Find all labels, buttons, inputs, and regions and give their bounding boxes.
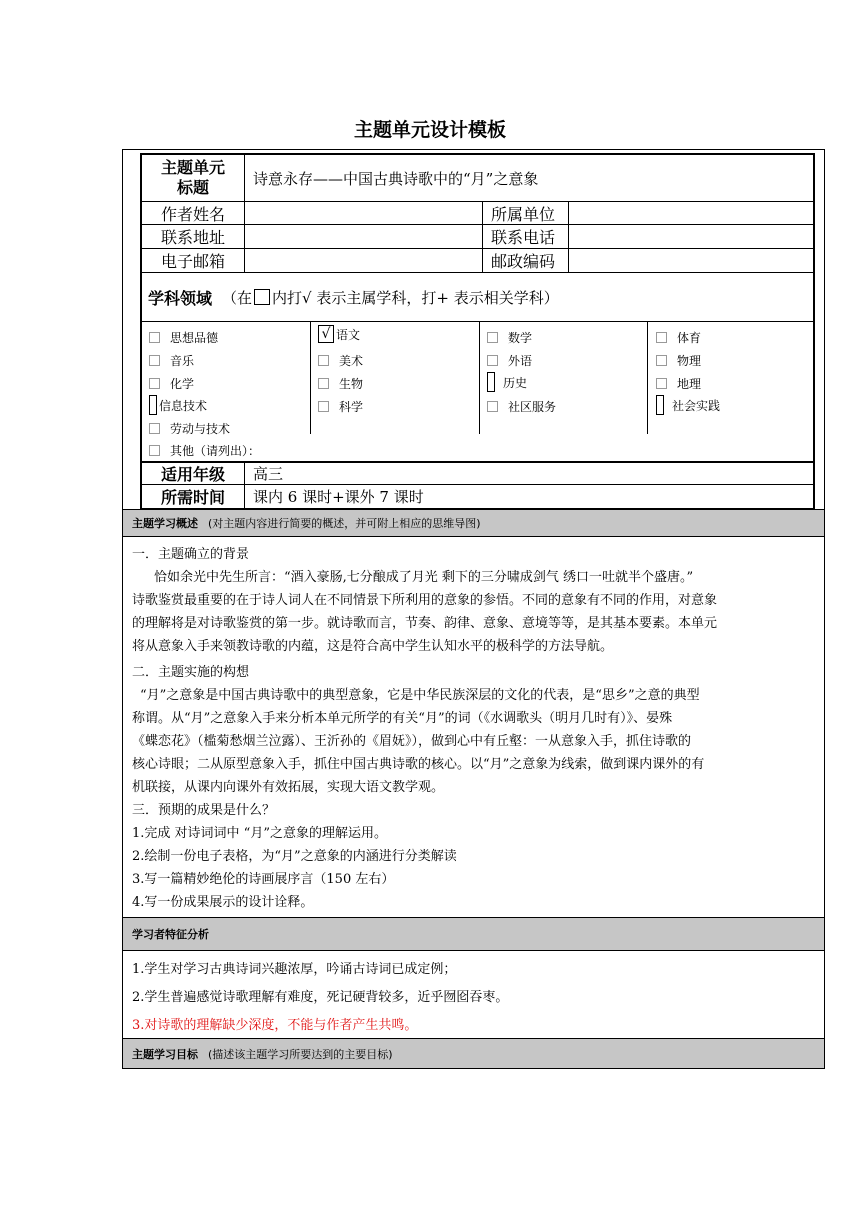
paragraph-line: 核心诗眼；二从原型意象入手，抓住中国古典诗歌的核心。以“月”之意象为线索，做到课内课外的有	[132, 757, 705, 772]
subject-item[interactable]	[318, 325, 360, 343]
theme-title-value: 诗意永存——中国古典诗歌中的“月”之意象	[253, 169, 539, 188]
subject-item[interactable]	[318, 398, 363, 415]
paragraph-line: 称谓。从“月”之意象入手来分析本单元所学的有关“月”的词（《水调歌头（明月几时有）》、晏殊	[132, 711, 673, 726]
overview-section-header	[123, 509, 824, 537]
checkbox-icon	[487, 401, 498, 412]
subject-label: 社区服务	[508, 400, 557, 414]
theme-row	[142, 155, 813, 202]
checkbox-marked-icon	[656, 395, 664, 415]
subject-item[interactable]	[656, 375, 701, 392]
checkbox-icon	[487, 332, 498, 343]
checkbox-marked-icon	[487, 372, 495, 392]
section-heading: 二．主题实施的构想	[132, 665, 250, 680]
phone-field[interactable]	[569, 225, 813, 248]
subject-label: 其他（请列出）：	[170, 444, 261, 458]
subject-note-b: 内打√ 表示主属学科，打+ 表示相关学科）	[272, 288, 559, 307]
goals-title: 主题学习目标	[132, 1047, 198, 1061]
subject-label: 外语	[508, 354, 533, 368]
subject-item[interactable]	[487, 329, 532, 346]
postcode-label: 邮政编码	[483, 249, 569, 272]
checkbox-icon	[656, 378, 667, 389]
subject-checklist	[142, 322, 813, 462]
subject-item[interactable]	[656, 329, 701, 346]
subject-label: 物理	[677, 354, 702, 368]
result-item: 4.写一份成果展示的设计诠释。	[132, 895, 314, 910]
learner-item: 1.学生对学习古典诗词兴趣浓厚，吟诵古诗词已成定例；	[132, 962, 457, 977]
paragraph-line: “月”之意象是中国古典诗歌中的典型意象，它是中华民族深层的文化的代表，是“思乡”之意的典型	[140, 688, 700, 703]
result-item: 3.写一篇精妙绝伦的诗画展序言（150 左右）	[132, 872, 395, 887]
grade-row	[142, 462, 813, 485]
subject-label: 历史	[503, 375, 528, 390]
checkbox-checked-icon: √	[318, 325, 334, 343]
subject-label: 数学	[508, 331, 533, 345]
subject-label: 化学	[170, 377, 195, 391]
document-title: 主题单元设计模板	[353, 119, 506, 141]
checkbox-icon	[656, 355, 667, 366]
checkbox-icon	[656, 332, 667, 343]
unit-field[interactable]	[569, 202, 813, 224]
phone-label: 联系电话	[483, 225, 569, 248]
subject-item[interactable]	[656, 395, 720, 415]
subject-item[interactable]	[487, 372, 527, 392]
author-name-field[interactable]	[245, 202, 483, 224]
time-row	[142, 485, 813, 508]
subject-label: 音乐	[170, 354, 195, 368]
subject-header	[142, 273, 813, 322]
result-item: 2.绘制一份电子表格，为“月”之意象的内涵进行分类解读	[132, 849, 457, 864]
checkbox-icon	[318, 355, 329, 366]
subject-item[interactable]	[318, 352, 363, 369]
learner-item-highlight: 3.对诗歌的理解缺少深度，不能与作者产生共鸣。	[132, 1018, 418, 1033]
checkbox-icon	[149, 423, 160, 434]
author-row	[142, 202, 813, 225]
subject-item[interactable]	[149, 395, 207, 415]
paragraph-line: 将从意象入手来领教诗歌的内蕴，这是符合高中学生认知水平的极科学的方法导航。	[132, 639, 614, 654]
checkbox-marked-icon	[149, 395, 157, 415]
theme-title-label: 主题单元 标题	[142, 155, 245, 201]
subject-label: 语文	[336, 327, 361, 342]
checkbox-icon	[149, 445, 160, 456]
author-name-label: 作者姓名	[142, 202, 245, 224]
template-frame	[122, 149, 825, 1069]
overview-hint: (对主题内容进行简要的概述，并可附上相应的思维导图)	[208, 517, 481, 530]
subject-label: 社会实践	[672, 398, 721, 413]
section-heading: 三．预期的成果是什么？	[132, 803, 276, 818]
learner-content	[132, 956, 816, 1040]
paragraph-line: 的理解将是对诗歌鉴赏的第一步。就诗歌而言，节奏、韵律、意象、意境等等，是其基本要素。本单元	[132, 616, 718, 631]
paragraph-line: 机联接，从课内向课外有效拓展，实现大语文教学观。	[132, 780, 445, 795]
goals-hint: (描述该主题学习所要达到的主要目标)	[208, 1047, 393, 1061]
subject-area-title: 学科领域	[148, 288, 213, 308]
paragraph-line: 《蝶恋花》（槛菊愁烟兰泣露）、王沂孙的《眉妩》），做到心中有丘壑：一从意象入手，抓住诗歌的	[132, 734, 692, 749]
overview-content	[132, 543, 816, 914]
paragraph-line: 恰如余光中先生所言：“酒入豪肠,七分酿成了月光 剩下的三分啸成剑气 绣口一吐就半个盛唐。”	[154, 570, 694, 585]
time-value: 课内 6 课时+课外 7 课时	[253, 488, 424, 506]
overview-title: 主题学习概述	[132, 517, 198, 530]
subject-label: 生物	[339, 377, 364, 391]
subject-item[interactable]	[149, 375, 194, 392]
unit-label: 所属单位	[483, 202, 569, 224]
subject-item[interactable]	[487, 398, 556, 415]
subject-label: 劳动与技术	[170, 422, 231, 436]
postcode-field[interactable]	[569, 249, 813, 272]
time-label: 所需时间	[142, 485, 245, 508]
grade-label: 适用年级	[142, 463, 245, 484]
address-row	[142, 225, 813, 249]
checkbox-icon	[487, 355, 498, 366]
learner-section-header	[123, 917, 824, 951]
checkbox-icon	[149, 332, 160, 343]
subject-item-other[interactable]	[149, 442, 260, 459]
section-heading: 一．主题确立的背景	[132, 547, 250, 562]
result-item: 1.完成 对诗词词中 “月”之意象的理解运用。	[132, 826, 387, 841]
subject-item[interactable]	[149, 352, 194, 369]
box-icon	[254, 289, 270, 305]
subject-label: 思想品德	[170, 331, 219, 345]
subject-label: 地理	[677, 377, 702, 391]
checkbox-icon	[149, 355, 160, 366]
checkbox-icon	[318, 378, 329, 389]
subject-label: 美术	[339, 354, 364, 368]
email-label: 电子邮箱	[142, 249, 245, 272]
learner-title: 学习者特征分析	[132, 928, 209, 941]
learner-item: 2.学生普遍感觉诗歌理解有难度，死记硬背较多，近乎囫囵吞枣。	[132, 990, 509, 1005]
address-label: 联系地址	[142, 225, 245, 248]
goals-section-header	[123, 1038, 824, 1069]
subject-label: 体育	[677, 331, 702, 345]
checkbox-icon	[318, 401, 329, 412]
grade-value: 高三	[253, 465, 284, 483]
email-field[interactable]	[245, 249, 483, 272]
paragraph-line: 诗歌鉴赏最重要的在于诗人词人在不同情景下所利用的意象的参悟。不同的意象有不同的作用，对意象	[132, 593, 718, 608]
checkbox-icon	[149, 378, 160, 389]
email-row	[142, 249, 813, 273]
subject-item[interactable]	[149, 329, 218, 346]
subject-label: 科学	[339, 400, 364, 414]
subject-item[interactable]	[149, 420, 230, 437]
subject-item[interactable]	[487, 352, 532, 369]
address-field[interactable]	[245, 225, 483, 248]
subject-note-a: （在	[222, 288, 253, 307]
basic-info-table	[140, 153, 815, 510]
subject-item[interactable]	[318, 375, 363, 392]
subject-label: 信息技术	[159, 398, 208, 413]
subject-item[interactable]	[656, 352, 701, 369]
